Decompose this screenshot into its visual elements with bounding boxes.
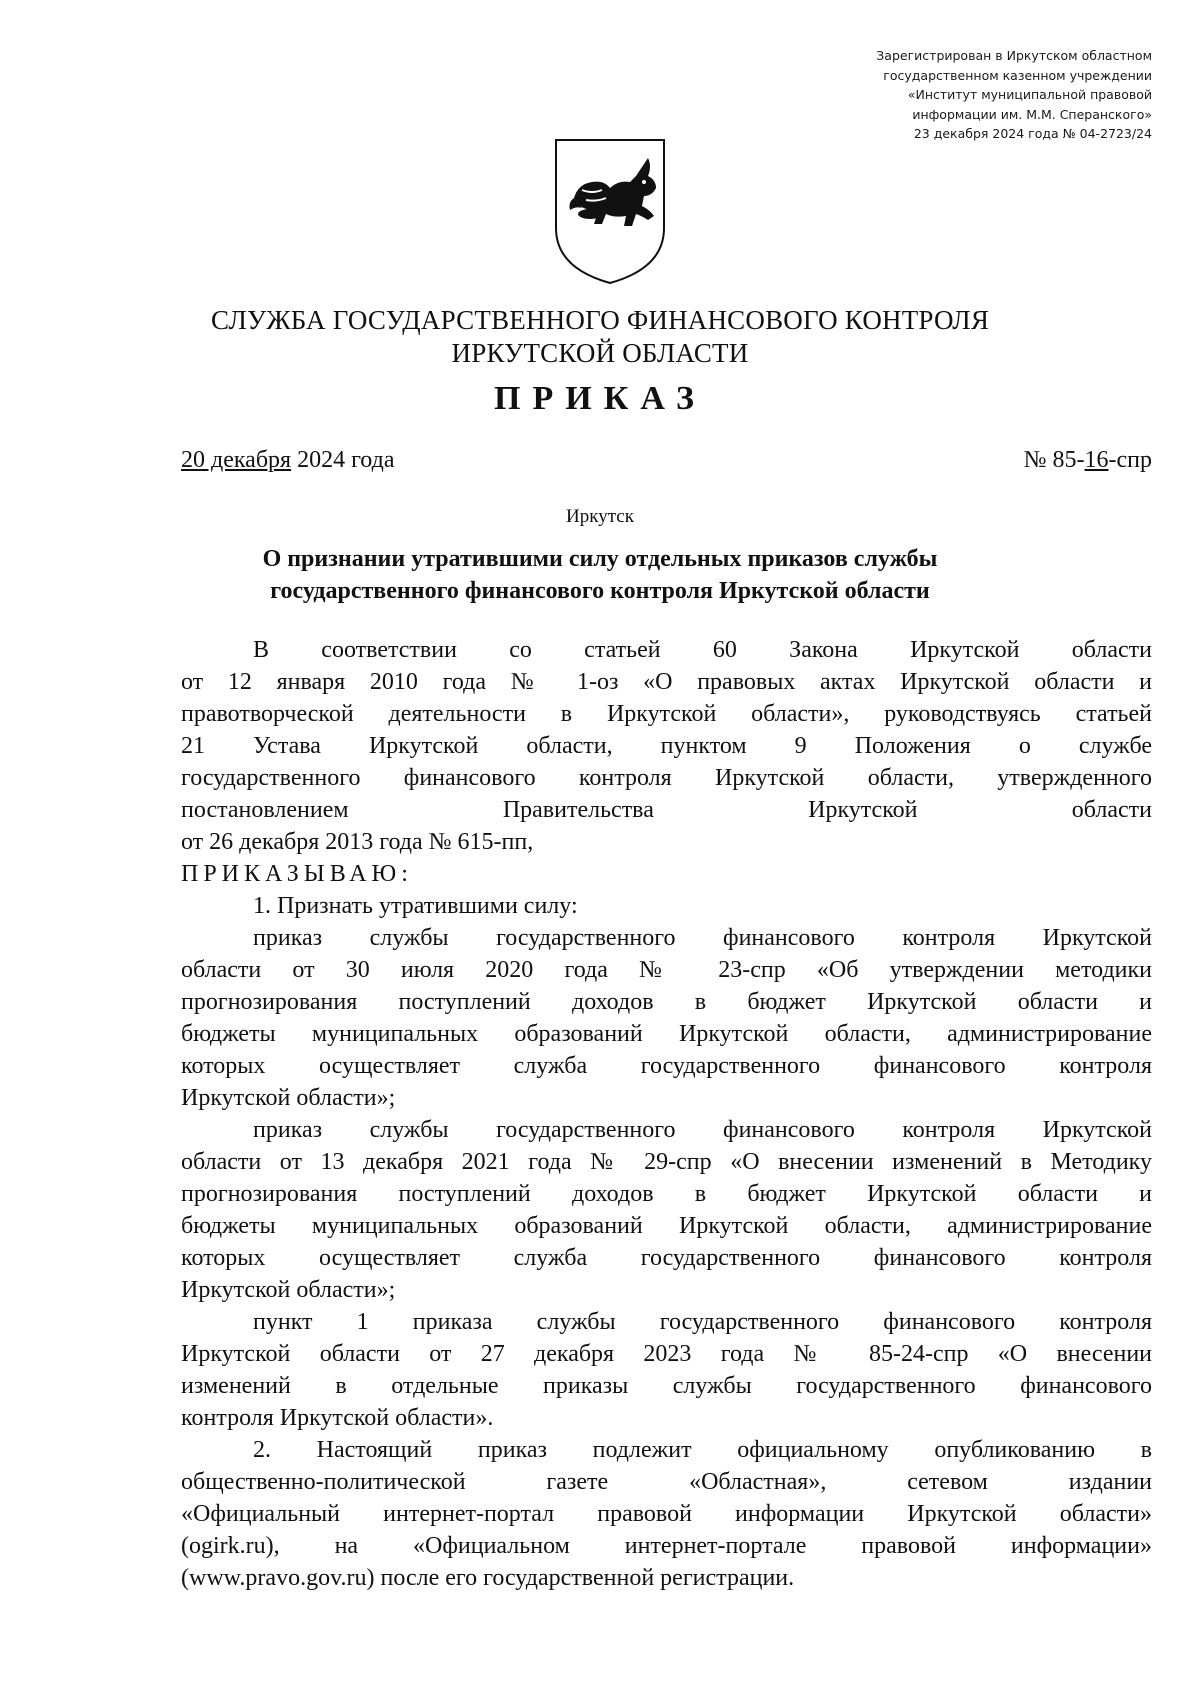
body-line: от 12 января 2010 года № 1-оз «О правовых актах Иркутской области и xyxy=(181,669,1152,695)
body-line: постановлением Правительства Иркутской области xyxy=(181,797,1152,823)
body-line: государственного финансового контроля Иркутской области, утвержденного xyxy=(181,765,1152,791)
document-number xyxy=(1024,447,1152,474)
agency-name-line1: СЛУЖБА ГОСУДАРСТВЕННОГО ФИНАНСОВОГО КОНТРОЛЯ xyxy=(210,305,990,335)
registration-line: информации им. М.М. Сперанского» xyxy=(912,106,1152,122)
registration-line: 23 декабря 2024 года № 04-2723/24 xyxy=(913,126,1152,141)
body-line: Иркутской области»; xyxy=(181,1085,396,1111)
document-subject xyxy=(100,543,1100,607)
date-day-month: 20 декабря xyxy=(181,447,292,473)
body-line: «Официальный интернет-портал правовой информации Иркутской области» xyxy=(181,1501,1152,1527)
body-line: бюджеты муниципальных образований Иркутской области, администрирование xyxy=(181,1213,1152,1239)
city-name: Иркутск xyxy=(566,506,634,527)
body-line: правотворческой деятельности в Иркутской области», руководствуясь статьей xyxy=(181,701,1152,727)
subject-line: О признании утратившими силу отдельных приказов службы xyxy=(262,546,938,572)
number-suffix: -спр xyxy=(1108,447,1152,473)
body-line: пункт 1 приказа службы государственного финансового контроля xyxy=(253,1309,1152,1335)
body-line: Иркутской области»; xyxy=(181,1277,396,1303)
agency-name-line2: ИРКУТСКОЙ ОБЛАСТИ xyxy=(451,338,749,368)
body-line: бюджеты муниципальных образований Иркутской области, администрирование xyxy=(181,1021,1152,1047)
number-prefix: № 85- xyxy=(1023,447,1085,473)
body-line: приказ службы государственного финансового контроля Иркутской xyxy=(253,1117,1152,1143)
body-line: Иркутской области от 27 декабря 2023 года № 85-24-спр «О внесении xyxy=(181,1341,1152,1367)
body-line: области от 13 декабря 2021 года № 29-спр «О внесении изменений в Методику xyxy=(181,1149,1152,1175)
order-directive: ПРИКАЗЫВАЮ: xyxy=(181,861,413,887)
body-line: общественно-политической газете «Областная», сетевом издании xyxy=(181,1469,1152,1495)
body-line: прогнозирования поступлений доходов в бюджет Иркутской области и xyxy=(181,989,1152,1015)
body-line: которых осуществляет служба государственного финансового контроля xyxy=(181,1053,1152,1079)
document-body xyxy=(181,634,1152,1594)
body-line: 2. Настоящий приказ подлежит официальному опубликованию в xyxy=(253,1437,1152,1463)
body-line: от 26 декабря 2013 года № 615-пп, xyxy=(181,829,534,855)
body-line: (www.pravo.gov.ru) после его государственной регистрации. xyxy=(181,1565,795,1591)
document-date xyxy=(181,447,394,474)
body-line: которых осуществляет служба государственного финансового контроля xyxy=(181,1245,1152,1271)
body-line: прогнозирования поступлений доходов в бюджет Иркутской области и xyxy=(181,1181,1152,1207)
registration-line: государственном казенном учреждении xyxy=(883,67,1152,83)
body-line: изменений в отдельные приказы службы государственного финансового xyxy=(181,1373,1152,1399)
number-value: 16 xyxy=(1084,447,1109,473)
item-1-heading: 1. Признать утратившими силу: xyxy=(253,893,578,919)
body-line: области от 30 июля 2020 года № 23-спр «Об утверждении методики xyxy=(181,957,1152,983)
coat-of-arms-emblem xyxy=(552,136,668,286)
body-line: 21 Устава Иркутской области, пунктом 9 Положения о службе xyxy=(181,733,1152,759)
subject-line: государственного финансового контроля Иркутской области xyxy=(270,578,930,604)
registration-stamp xyxy=(732,46,1152,144)
body-line: (ogirk.ru), на «Официальном интернет-портале правовой информации» xyxy=(181,1533,1152,1559)
body-line: приказ службы государственного финансового контроля Иркутской xyxy=(253,925,1152,951)
date-year: 2024 года xyxy=(291,447,395,473)
body-line: контроля Иркутской области». xyxy=(181,1405,494,1431)
body-line: В соответствии со статьей 60 Закона Иркутской области xyxy=(253,637,1152,663)
document-type-title: ПРИКАЗ xyxy=(494,380,706,417)
registration-line: «Институт муниципальной правовой xyxy=(907,87,1152,102)
registration-line: Зарегистрирован в Иркутском областном xyxy=(876,48,1152,63)
